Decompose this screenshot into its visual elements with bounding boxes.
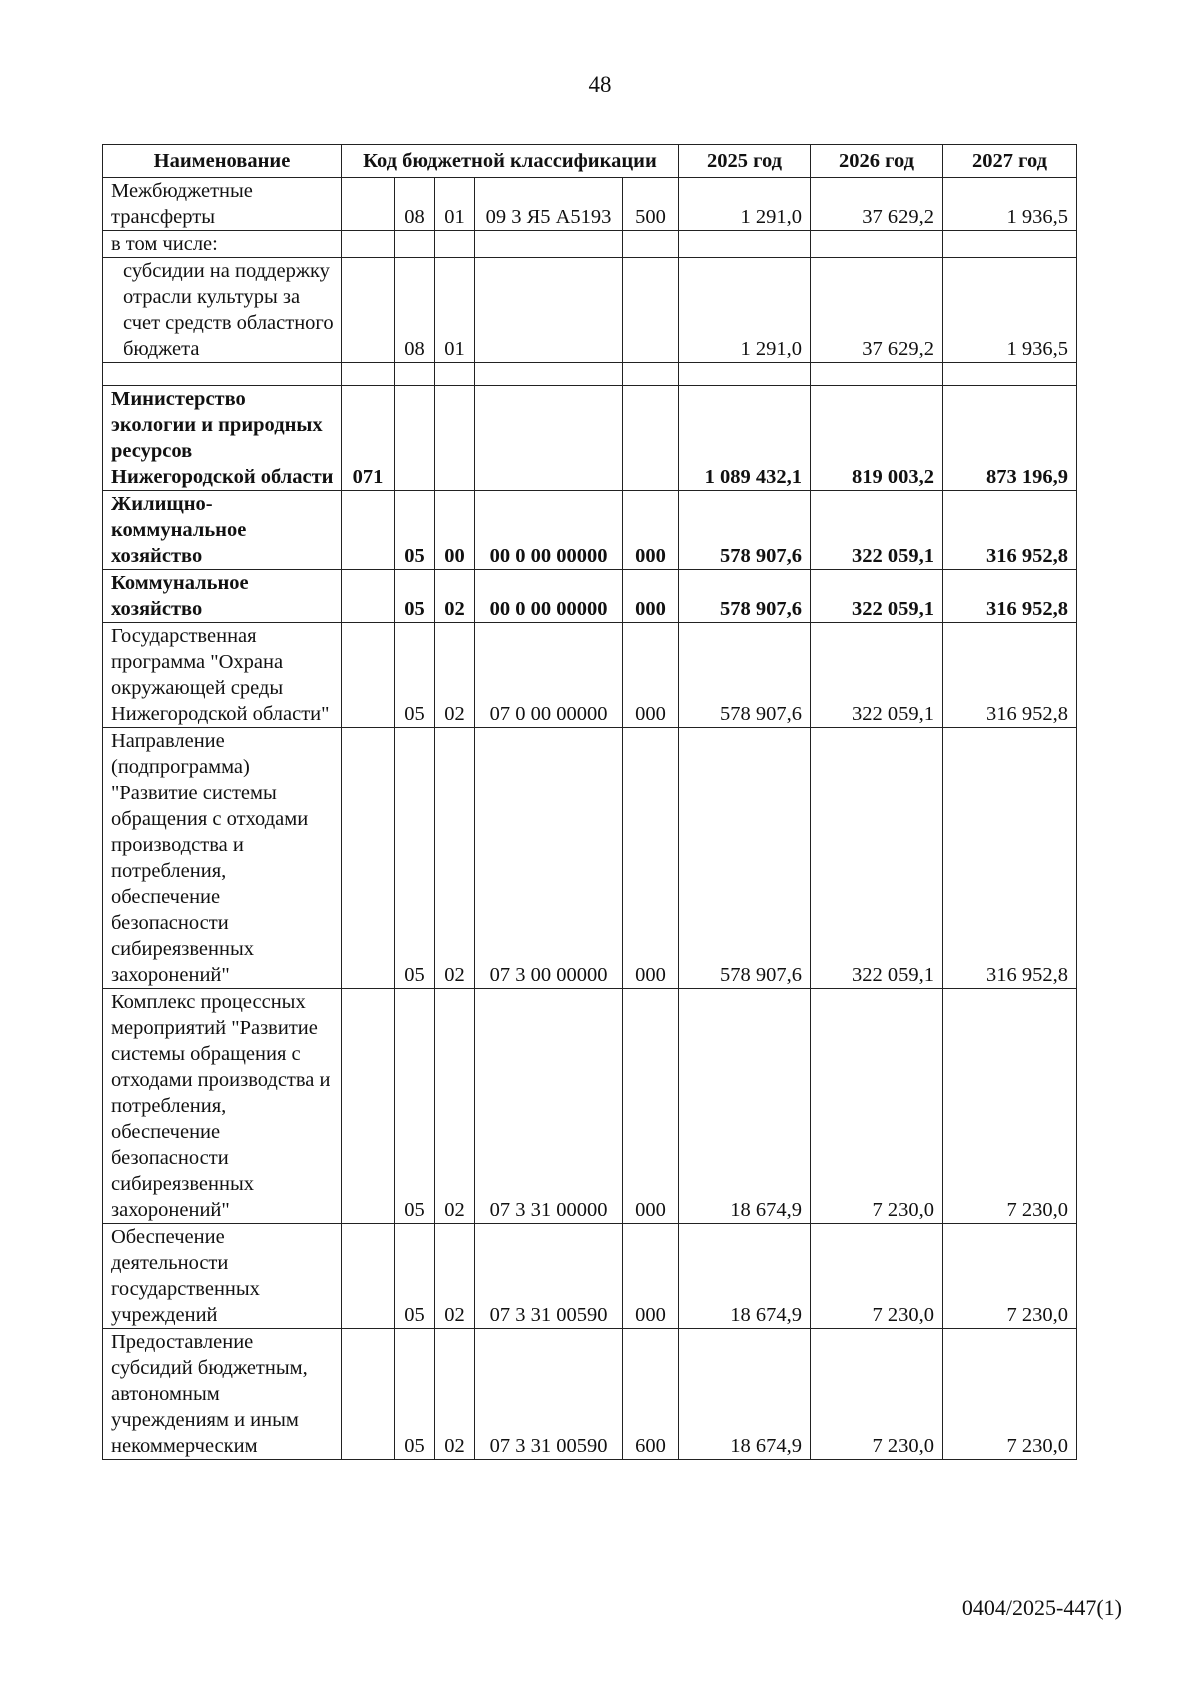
code-ministry-cell — [342, 231, 395, 258]
code-subsection-cell: 02 — [435, 1329, 475, 1460]
row-name-cell: Направление (подпрограмма) "Развитие системы обращения с отходами производства и потребления, обеспечение безопасности сибиреязвенных захоронений" — [103, 728, 342, 989]
code-expense-type-cell: 000 — [623, 1224, 679, 1329]
amount-2027-cell: 7 230,0 — [943, 989, 1077, 1224]
code-section-cell — [395, 231, 435, 258]
amount-2025-cell: 1 291,0 — [679, 258, 811, 363]
amount-2026-cell: 322 059,1 — [811, 623, 943, 728]
document-code: 0404/2025-447(1) — [961, 1595, 1122, 1620]
amount-2027-cell: 316 952,8 — [943, 623, 1077, 728]
code-ministry-cell — [342, 178, 395, 231]
code-expense-type-cell: 600 — [623, 1329, 679, 1460]
code-section-cell: 05 — [395, 491, 435, 570]
code-ministry-cell — [342, 363, 395, 386]
row-name-cell: Государственная программа "Охрана окружающей среды Нижегородской области" — [103, 623, 342, 728]
code-ministry-cell — [342, 1329, 395, 1460]
amount-2027-cell: 1 936,5 — [943, 258, 1077, 363]
code-target-item-cell: 00 0 00 00000 — [475, 491, 623, 570]
code-subsection-cell: 02 — [435, 989, 475, 1224]
code-expense-type-cell: 000 — [623, 989, 679, 1224]
code-target-item-cell: 07 3 31 00590 — [475, 1329, 623, 1460]
code-subsection-cell: 02 — [435, 623, 475, 728]
code-ministry-cell — [342, 989, 395, 1224]
code-expense-type-cell: 000 — [623, 728, 679, 989]
code-target-item-cell: 07 3 31 00590 — [475, 1224, 623, 1329]
code-ministry-cell — [342, 258, 395, 363]
table-row — [103, 258, 1077, 363]
code-subsection-cell: 01 — [435, 178, 475, 231]
code-section-cell: 05 — [395, 570, 435, 623]
code-expense-type-cell — [623, 386, 679, 491]
row-name-cell: Коммунальное хозяйство — [103, 570, 342, 623]
amount-2026-cell: 322 059,1 — [811, 570, 943, 623]
code-expense-type-cell: 000 — [623, 623, 679, 728]
header-2025: 2025 год — [679, 145, 811, 178]
amount-2025-cell — [679, 363, 811, 386]
code-subsection-cell — [435, 386, 475, 491]
code-expense-type-cell — [623, 231, 679, 258]
row-name-cell: Обеспечение деятельности государственных учреждений — [103, 1224, 342, 1329]
amount-2026-cell: 37 629,2 — [811, 258, 943, 363]
row-name-cell: Министерство экологии и природных ресурсов Нижегородской области — [103, 386, 342, 491]
amount-2025-cell — [679, 231, 811, 258]
amount-2026-cell: 7 230,0 — [811, 1224, 943, 1329]
code-expense-type-cell — [623, 258, 679, 363]
code-subsection-cell — [435, 231, 475, 258]
amount-2025-cell: 18 674,9 — [679, 1329, 811, 1460]
table-row — [103, 386, 1077, 491]
amount-2025-cell: 578 907,6 — [679, 491, 811, 570]
row-name-cell: Межбюджетные трансферты — [103, 178, 342, 231]
header-2027: 2027 год — [943, 145, 1077, 178]
row-name-cell: субсидии на поддержку отрасли культуры за счет средств областного бюджета — [103, 258, 342, 363]
table-row — [103, 1329, 1077, 1460]
amount-2026-cell: 322 059,1 — [811, 491, 943, 570]
amount-2026-cell: 7 230,0 — [811, 1329, 943, 1460]
amount-2026-cell — [811, 363, 943, 386]
amount-2025-cell: 1 291,0 — [679, 178, 811, 231]
table-row — [103, 363, 1077, 386]
code-target-item-cell: 00 0 00 00000 — [475, 570, 623, 623]
code-target-item-cell — [475, 258, 623, 363]
code-ministry-cell — [342, 1224, 395, 1329]
page-number: 48 — [588, 72, 612, 97]
code-ministry-cell — [342, 570, 395, 623]
code-section-cell: 05 — [395, 989, 435, 1224]
code-section-cell — [395, 363, 435, 386]
code-section-cell: 08 — [395, 258, 435, 363]
code-target-item-cell: 09 3 Я5 A5193 — [475, 178, 623, 231]
header-2026: 2026 год — [811, 145, 943, 178]
amount-2025-cell: 578 907,6 — [679, 728, 811, 989]
table-row — [103, 231, 1077, 258]
table-header-row — [103, 145, 1077, 178]
amount-2025-cell: 18 674,9 — [679, 989, 811, 1224]
amount-2027-cell: 7 230,0 — [943, 1224, 1077, 1329]
amount-2025-cell: 578 907,6 — [679, 570, 811, 623]
table-row — [103, 1224, 1077, 1329]
code-target-item-cell: 07 0 00 00000 — [475, 623, 623, 728]
code-section-cell — [395, 386, 435, 491]
code-ministry-cell — [342, 728, 395, 989]
amount-2026-cell: 37 629,2 — [811, 178, 943, 231]
code-target-item-cell — [475, 363, 623, 386]
table-row — [103, 491, 1077, 570]
code-subsection-cell: 02 — [435, 570, 475, 623]
code-subsection-cell: 00 — [435, 491, 475, 570]
table-body — [103, 178, 1077, 1460]
amount-2026-cell: 819 003,2 — [811, 386, 943, 491]
row-name-cell: в том числе: — [103, 231, 342, 258]
table-row — [103, 570, 1077, 623]
amount-2027-cell — [943, 231, 1077, 258]
code-ministry-cell — [342, 491, 395, 570]
code-subsection-cell: 02 — [435, 728, 475, 989]
code-section-cell: 05 — [395, 728, 435, 989]
amount-2027-cell: 316 952,8 — [943, 570, 1077, 623]
table-row — [103, 623, 1077, 728]
amount-2027-cell: 1 936,5 — [943, 178, 1077, 231]
amount-2025-cell: 18 674,9 — [679, 1224, 811, 1329]
code-ministry-cell — [342, 623, 395, 728]
amount-2026-cell: 7 230,0 — [811, 989, 943, 1224]
amount-2027-cell: 316 952,8 — [943, 491, 1077, 570]
row-name-cell: Предоставление субсидий бюджетным, автономным учреждениям и иным некоммерческим — [103, 1329, 342, 1460]
amount-2027-cell — [943, 363, 1077, 386]
code-target-item-cell: 07 3 31 00000 — [475, 989, 623, 1224]
amount-2027-cell: 7 230,0 — [943, 1329, 1077, 1460]
code-target-item-cell — [475, 386, 623, 491]
budget-table — [102, 144, 1077, 1460]
amount-2027-cell: 873 196,9 — [943, 386, 1077, 491]
code-expense-type-cell: 000 — [623, 570, 679, 623]
row-name-cell: Комплекс процессных мероприятий "Развитие системы обращения с отходами производства и потребления, обеспечение безопасности сибиреязвенных захоронений" — [103, 989, 342, 1224]
header-code: Код бюджетной классификации — [342, 145, 679, 178]
code-expense-type-cell — [623, 363, 679, 386]
table-row — [103, 989, 1077, 1224]
code-section-cell: 05 — [395, 1224, 435, 1329]
code-section-cell: 05 — [395, 1329, 435, 1460]
row-name-cell — [103, 363, 342, 386]
code-subsection-cell: 02 — [435, 1224, 475, 1329]
code-section-cell: 08 — [395, 178, 435, 231]
code-section-cell: 05 — [395, 623, 435, 728]
code-expense-type-cell: 500 — [623, 178, 679, 231]
row-name-cell: Жилищно-коммунальное хозяйство — [103, 491, 342, 570]
header-name: Наименование — [103, 145, 342, 178]
amount-2026-cell: 322 059,1 — [811, 728, 943, 989]
amount-2026-cell — [811, 231, 943, 258]
amount-2027-cell: 316 952,8 — [943, 728, 1077, 989]
code-expense-type-cell: 000 — [623, 491, 679, 570]
code-target-item-cell: 07 3 00 00000 — [475, 728, 623, 989]
code-ministry-cell: 071 — [342, 386, 395, 491]
code-target-item-cell — [475, 231, 623, 258]
code-subsection-cell — [435, 363, 475, 386]
table-row — [103, 728, 1077, 989]
amount-2025-cell: 1 089 432,1 — [679, 386, 811, 491]
amount-2025-cell: 578 907,6 — [679, 623, 811, 728]
table-row — [103, 178, 1077, 231]
code-subsection-cell: 01 — [435, 258, 475, 363]
